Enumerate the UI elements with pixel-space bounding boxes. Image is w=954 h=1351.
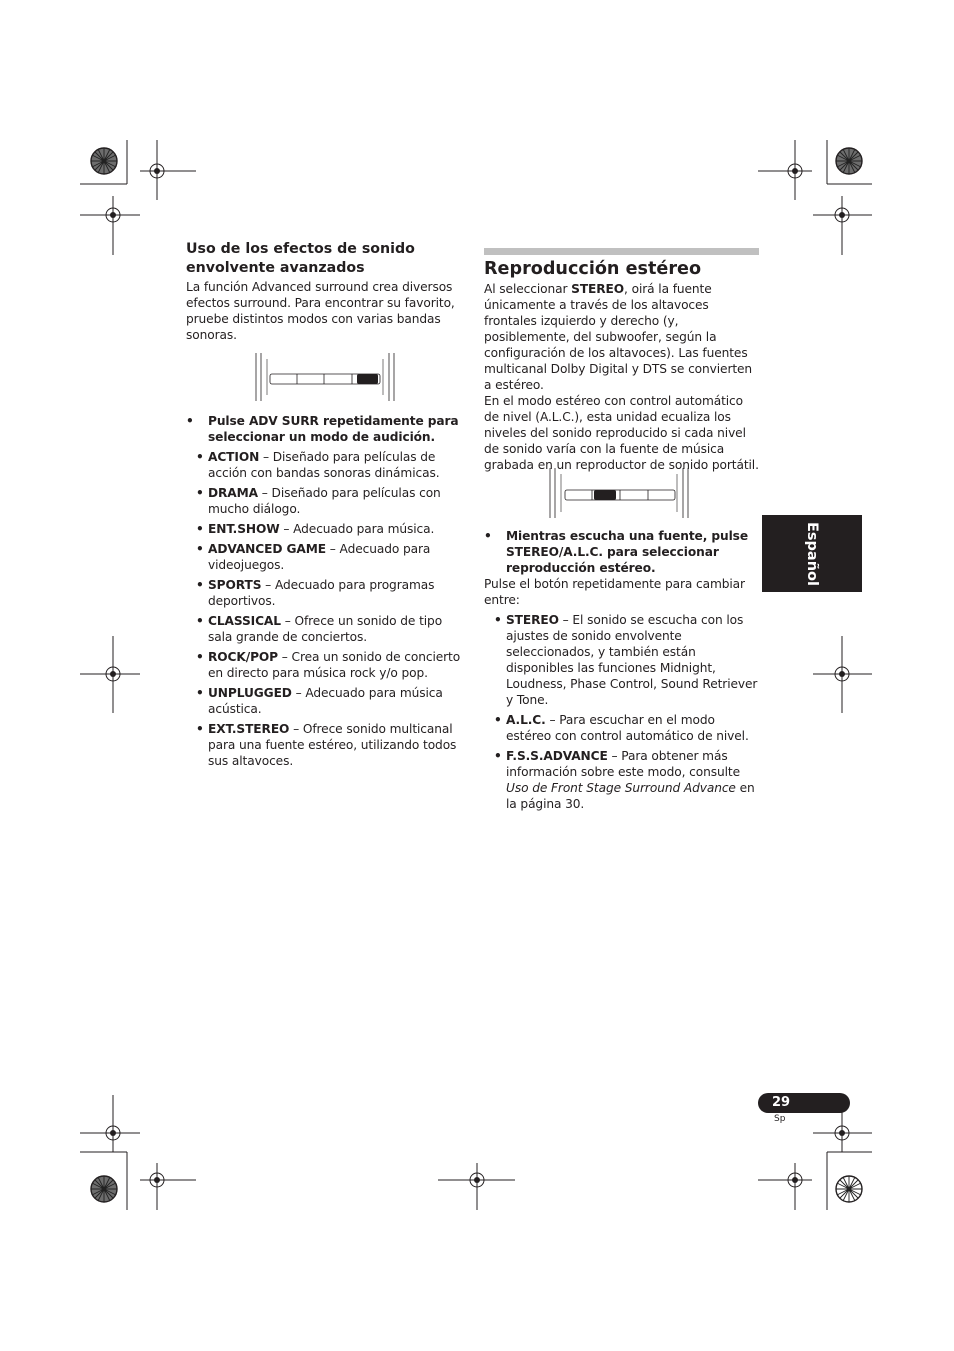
stereo-paragraph-2: En el modo estéreo con control automático de nivel (A.L.C.), esta unidad ecualiza los niveles del sonido reproducido si cada nivel de sonido varía con la fuente de música grabada en un reproductor de sonido portátil.	[484, 394, 759, 472]
display-panel-illustration-stereo	[548, 468, 690, 518]
page-number: 29	[772, 1095, 791, 1110]
left-column	[186, 240, 466, 343]
section-heading-stereo: Reproducción estéreo	[484, 259, 702, 279]
list-item: • UNPLUGGED – Adecuado para música acústica.	[186, 685, 466, 717]
left-instructions	[186, 413, 466, 769]
stereo-paragraph-1: Al seleccionar STEREO, oirá la fuente únicamente a través de los altavoces frontales izquierdo y derecho (y, posiblemente, del subwoofer, según la configuración de los altavoces). Las fuentes multicanal Dolby Digital y DTS se convierten a estéreo.	[484, 282, 753, 392]
list-item: • ADVANCED GAME – Adecuado para videojuegos.	[186, 541, 466, 573]
list-item: • F.S.S.ADVANCE – Para obtener más información sobre este modo, consulte Uso de Front Stage Surround Advance en la página 30.	[484, 748, 759, 812]
right-column	[484, 258, 759, 473]
list-item: • A.L.C. – Para escuchar en el modo estéreo con control automático de nivel.	[484, 712, 759, 744]
list-item: • ACTION – Diseñado para películas de acción con bandas sonoras dinámicas.	[186, 449, 466, 481]
section-rule	[484, 248, 759, 255]
right-instructions	[484, 528, 759, 812]
list-item: • STEREO – El sonido se escucha con los ajustes de sonido envolvente seleccionados, y también están disponibles las funciones Midnight, Loudness, Phase Control, Sound Retriever y Tone.	[484, 612, 759, 708]
intro-paragraph: La función Advanced surround crea diversos efectos surround. Para encontrar su favorito, pruebe distintos modos con varias bandas sonoras.	[186, 280, 455, 342]
list-item: • ROCK/POP – Crea un sonido de concierto en directo para música rock y/o pop.	[186, 649, 466, 681]
stereo-instruction-step: • Mientras escucha una fuente, pulse STEREO/A.L.C. para seleccionar reproducción estéreo.	[484, 529, 748, 575]
list-item: • DRAMA – Diseñado para películas con mucho diálogo.	[186, 485, 466, 517]
cross-reference: Uso de Front Stage Surround Advance	[506, 781, 736, 795]
stereo-mode-list	[484, 612, 759, 812]
list-item: • EXT.STEREO – Ofrece sonido multicanal para una fuente estéreo, utilizando todos sus altavoces.	[186, 721, 466, 769]
language-tab-label: Español	[804, 521, 820, 586]
page-number-badge	[758, 1093, 850, 1113]
display-panel-illustration	[254, 353, 396, 401]
surround-mode-list	[186, 449, 466, 769]
section-heading-advanced-surround: Uso de los efectos de sonido envolvente avanzados	[186, 241, 415, 276]
adv-surr-button-indicator	[357, 374, 378, 384]
list-item: • SPORTS – Adecuado para programas deportivos.	[186, 577, 466, 609]
stereo-sub-instruction: Pulse el botón repetidamente para cambiar entre:	[484, 577, 745, 607]
list-item: • CLASSICAL – Ofrece un sonido de tipo sala grande de conciertos.	[186, 613, 466, 645]
language-code: Sp	[774, 1114, 786, 1124]
language-tab	[762, 515, 862, 592]
list-item: • ENT.SHOW – Adecuado para música.	[186, 521, 466, 537]
instruction-step: • Pulse ADV SURR repetidamente para seleccionar un modo de audición.	[186, 414, 459, 444]
stereo-button-indicator	[594, 490, 616, 500]
